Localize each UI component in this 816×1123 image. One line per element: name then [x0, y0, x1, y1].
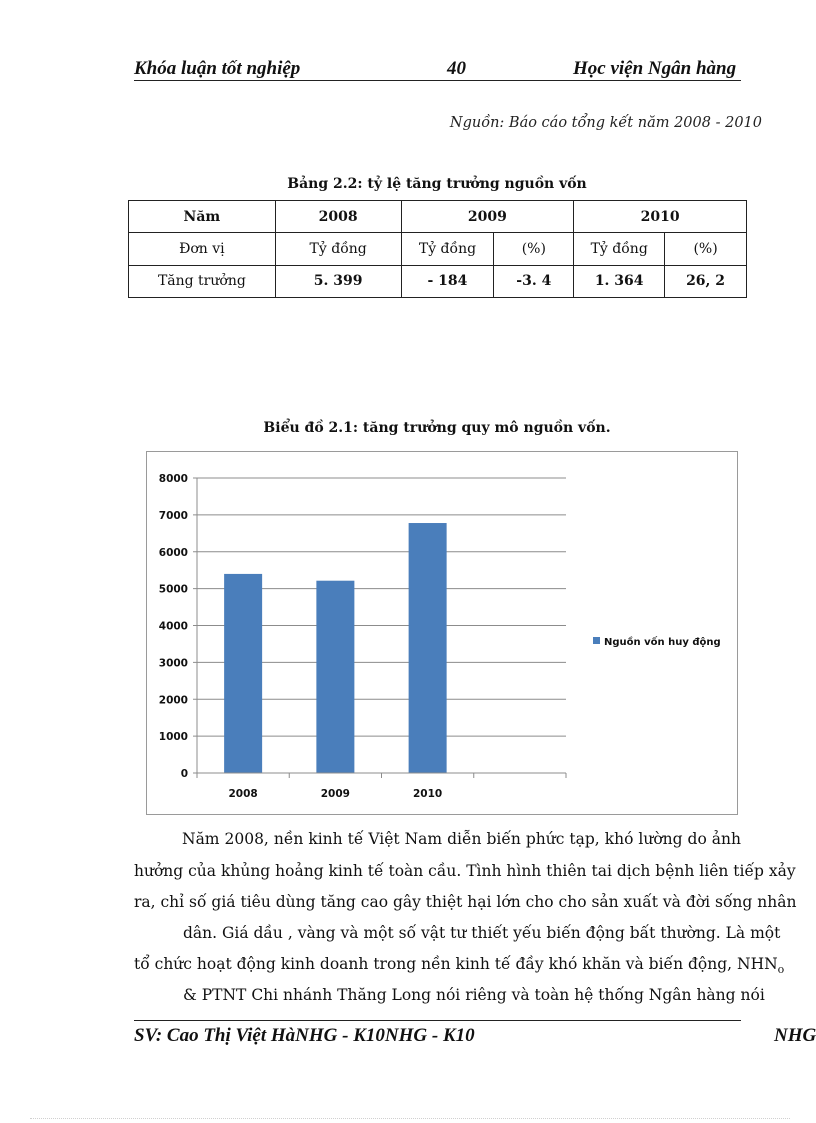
body-line: ra, chỉ số giá tiêu dùng tăng cao gây thiệt hại lớn cho cho sản xuất và đời sống nhân	[134, 893, 797, 911]
bar-2010	[409, 523, 447, 773]
body-line	[134, 955, 784, 976]
y-tick-label: 0	[180, 768, 188, 780]
body-line: hưởng của khủng hoảng kinh tế toàn cầu. Tình hình thiên tai dịch bệnh liên tiếp xảy	[134, 862, 796, 880]
header-title: Khóa luận tốt nghiệp	[134, 58, 301, 79]
table-cell: Tỷ đồng	[574, 233, 665, 265]
y-tick-label: 4000	[158, 620, 188, 633]
page-bottom-rule	[30, 1118, 790, 1119]
page-number: 40	[447, 58, 466, 79]
bar-2008	[224, 574, 262, 773]
table-cell: 2009	[401, 201, 574, 233]
y-tick-label: 1000	[158, 731, 188, 744]
table-cell: Tỷ đồng	[401, 233, 494, 265]
body-line-subscript: o	[777, 963, 785, 977]
body-line: Năm 2008, nền kinh tế Việt Nam diễn biến phức tạp, khó lường do ảnh	[182, 830, 741, 848]
bar-2009	[316, 581, 354, 773]
table-cell: - 184	[401, 265, 494, 297]
bar-chart	[146, 451, 738, 815]
table-cell: (%)	[494, 233, 574, 265]
y-tick-label: 8000	[158, 473, 188, 485]
footer-divider	[134, 1020, 741, 1021]
source-note: Nguồn: Báo cáo tổng kết năm 2008 - 2010	[449, 115, 762, 131]
table-cell: Tăng trưởng	[129, 265, 276, 297]
table-cell: -3. 4	[494, 265, 574, 297]
header-divider	[134, 80, 741, 81]
y-tick-label: 5000	[158, 583, 188, 596]
footer-code: NHG	[774, 1025, 816, 1046]
legend-swatch	[593, 637, 600, 644]
body-line: dân. Giá dầu , vàng và một số vật tư thiết yếu biến động bất thường. Là một	[183, 924, 781, 942]
table-cell: 1. 364	[574, 265, 665, 297]
x-tick-label: 2009	[320, 788, 350, 800]
table-cell: Đơn vị	[129, 233, 276, 265]
footer-student: SV: Cao Thị Việt HàNHG - K10NHG - K10	[134, 1025, 475, 1046]
y-tick-label: 6000	[158, 546, 188, 559]
x-tick-label: 2010	[413, 788, 443, 800]
body-line-text: tổ chức hoạt động kinh doanh trong nền kinh tế đầy khó khăn và biến động, NHN	[134, 955, 778, 973]
table-cell: 5. 399	[275, 265, 401, 297]
y-tick-label: 2000	[158, 694, 188, 707]
table-title: Bảng 2.2: tỷ lệ tăng trưởng nguồn vốn	[287, 176, 587, 192]
table-unit-row	[129, 233, 747, 265]
table-header-row	[129, 201, 747, 233]
growth-table	[128, 200, 747, 298]
table-cell: 2008	[275, 201, 401, 233]
table-cell: Tỷ đồng	[275, 233, 401, 265]
table-cell: 26, 2	[665, 265, 747, 297]
table-cell: 2010	[574, 201, 747, 233]
legend-label: Nguồn vốn huy động	[604, 637, 721, 648]
table-growth-row	[129, 265, 747, 297]
y-tick-label: 7000	[158, 509, 188, 522]
table-cell: (%)	[665, 233, 747, 265]
chart-title: Biểu đồ 2.1: tăng trưởng quy mô nguồn vốn.	[263, 420, 611, 436]
y-tick-label: 3000	[158, 657, 188, 670]
table-cell: Năm	[129, 201, 276, 233]
x-tick-label: 2008	[228, 788, 258, 800]
header-institution: Học viện Ngân hàng	[573, 58, 737, 79]
body-line: & PTNT Chi nhánh Thăng Long nói riêng và toàn hệ thống Ngân hàng nói	[183, 986, 765, 1004]
